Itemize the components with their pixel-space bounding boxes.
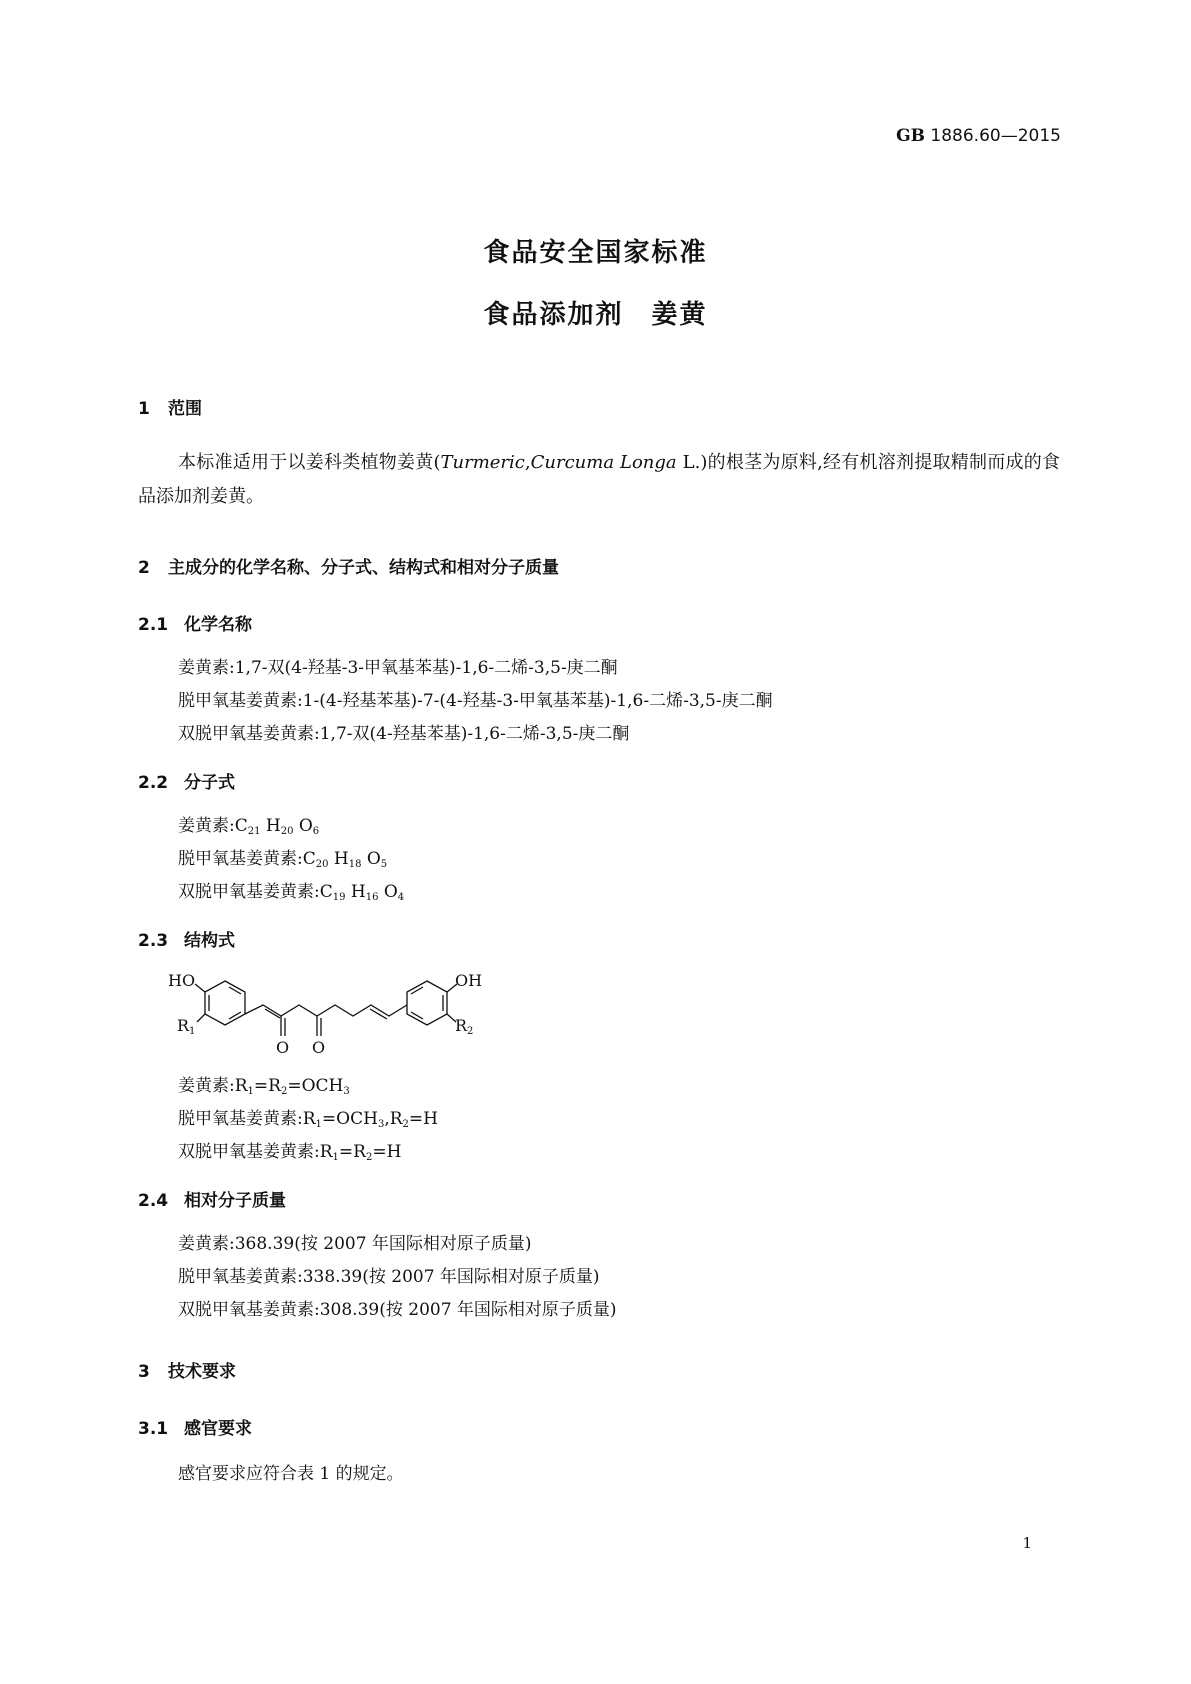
section-number: 3.1	[138, 1419, 169, 1439]
chain-double-bond	[370, 1009, 387, 1019]
section-number: 2.3	[138, 931, 169, 951]
subscript: 3	[377, 1119, 385, 1130]
substituent-text: =OCH	[321, 1109, 378, 1129]
subscript: 16	[365, 892, 379, 903]
compound-name: 姜黄素:	[178, 816, 235, 836]
section-2-4-heading	[138, 1186, 286, 1211]
subscript: 20	[280, 826, 294, 837]
element: H	[350, 882, 366, 902]
carbonyl-o-label: O	[276, 1038, 290, 1057]
section-title: 相对分子质量	[184, 1191, 286, 1211]
standard-prefix: GB	[896, 126, 926, 146]
r2-label: R2	[455, 1016, 474, 1037]
compound-name: 脱甲氧基姜黄素:	[178, 1109, 303, 1129]
chemical-name-line: 姜黄素:1,7-双(4-羟基-3-甲氧基苯基)-1,6-二烯-3,5-庚二酮	[178, 658, 618, 678]
document-subtitle: 食品添加剂 姜黄	[483, 300, 708, 330]
substituent-line	[178, 1136, 401, 1174]
right-benzene-ring	[407, 981, 447, 1025]
section-2-heading	[138, 553, 559, 578]
substituent-text: =R	[253, 1076, 281, 1096]
section-number: 1	[138, 399, 150, 419]
section-title: 分子式	[184, 773, 235, 793]
element: H	[333, 849, 349, 869]
carbonyl-o-label: O	[312, 1038, 326, 1057]
compound-name: 双脱甲氧基姜黄素:	[178, 882, 320, 902]
r1-bond	[197, 1014, 205, 1022]
substituent-text: ,R	[384, 1109, 403, 1129]
heptadienedione-chain	[245, 1005, 407, 1016]
section-number: 2.1	[138, 615, 169, 635]
chemical-name-line: 双脱甲氧基姜黄素:1,7-双(4-羟基苯基)-1,6-二烯-3,5-庚二酮	[178, 724, 630, 744]
element: C	[302, 849, 316, 869]
molecular-mass-line: 姜黄素:368.39(按 2007 年国际相对原子质量)	[178, 1234, 532, 1254]
chemical-name-line: 脱甲氧基姜黄素:1-(4-羟基苯基)-7-(4-羟基-3-甲氧基苯基)-1,6-二烯-3,5-庚二酮	[178, 691, 773, 711]
section-title: 结构式	[184, 931, 235, 951]
scope-italic-curcuma: Curcuma Longa	[530, 452, 677, 473]
substituent-text: =H	[408, 1109, 438, 1129]
element: C	[234, 816, 248, 836]
subscript: 1	[247, 1086, 254, 1097]
scope-text-c: L.)的根茎为原料,经有机溶剂提取精制而成的食品添加剂姜黄。	[138, 452, 1061, 507]
substituent-text: R	[319, 1142, 333, 1162]
molecular-mass-line: 脱甲氧基姜黄素:338.39(按 2007 年国际相对原子质量)	[178, 1267, 600, 1287]
subscript: 6	[312, 826, 320, 837]
compound-name: 姜黄素:	[178, 1076, 235, 1096]
section-2-2-heading	[138, 768, 235, 793]
section-3-1-heading	[138, 1414, 252, 1439]
section-2-1-heading	[138, 610, 252, 635]
section-title: 化学名称	[184, 615, 252, 635]
section-title: 主成分的化学名称、分子式、结构式和相对分子质量	[168, 558, 559, 578]
scope-italic-turmeric: Turmeric	[440, 452, 525, 473]
r1-label: R1	[177, 1016, 196, 1037]
page-number: 1	[1022, 1534, 1032, 1552]
subscript: 1	[315, 1119, 322, 1130]
section-number: 3	[138, 1362, 150, 1382]
element: O	[383, 882, 398, 902]
sensory-requirement-text: 感官要求应符合表 1 的规定。	[178, 1464, 404, 1484]
oh-label: OH	[455, 971, 483, 990]
substituent-text: =H	[372, 1142, 402, 1162]
compound-name: 双脱甲氧基姜黄素:	[178, 1142, 320, 1162]
subscript: 2	[280, 1086, 288, 1097]
scope-paragraph	[138, 446, 1060, 514]
formula-line	[178, 876, 404, 914]
scope-text-b: ,	[524, 452, 531, 473]
substituent-text: =R	[338, 1142, 366, 1162]
subscript: 20	[315, 859, 329, 870]
substituent-text: R	[234, 1076, 248, 1096]
element: C	[319, 882, 333, 902]
ring-double-bond	[411, 1012, 423, 1019]
ho-label: HO	[168, 971, 196, 990]
section-number: 2.2	[138, 773, 169, 793]
molecular-mass-line: 双脱甲氧基姜黄素:308.39(按 2007 年国际相对原子质量)	[178, 1300, 617, 1320]
subscript: 2	[402, 1119, 409, 1130]
section-title: 范围	[168, 399, 202, 419]
section-title: 感官要求	[184, 1419, 252, 1439]
subscript: 21	[247, 826, 261, 837]
section-3-heading	[138, 1357, 236, 1382]
document-title: 食品安全国家标准	[483, 238, 708, 268]
subscript: 3	[343, 1086, 350, 1097]
subscript: 19	[332, 892, 346, 903]
subscript: 4	[397, 892, 405, 903]
subscript: 18	[348, 859, 362, 870]
substituent-text: =OCH	[287, 1076, 344, 1096]
substituent-text: R	[302, 1109, 316, 1129]
section-number: 2	[138, 558, 150, 578]
ho-bond	[195, 984, 205, 992]
subscript: 5	[380, 859, 388, 870]
section-number: 2.4	[138, 1191, 169, 1211]
element: O	[298, 816, 313, 836]
curcumin-structure-diagram	[168, 968, 505, 1068]
subscript: 1	[332, 1152, 339, 1163]
element: O	[366, 849, 381, 869]
section-1-heading	[138, 394, 202, 419]
ring-double-bond	[229, 1012, 241, 1019]
section-title: 技术要求	[168, 1362, 236, 1382]
element: H	[265, 816, 281, 836]
subscript: 2	[365, 1152, 373, 1163]
compound-name: 脱甲氧基姜黄素:	[178, 849, 303, 869]
left-benzene-ring	[205, 981, 245, 1025]
ring-double-bond	[229, 987, 241, 994]
standard-number	[896, 126, 1061, 146]
section-2-3-heading	[138, 926, 235, 951]
ring-double-bond	[411, 987, 423, 994]
scope-text-a: 本标准适用于以姜科类植物姜黄(	[178, 452, 441, 473]
standard-code: 1886.60—2015	[930, 126, 1061, 146]
